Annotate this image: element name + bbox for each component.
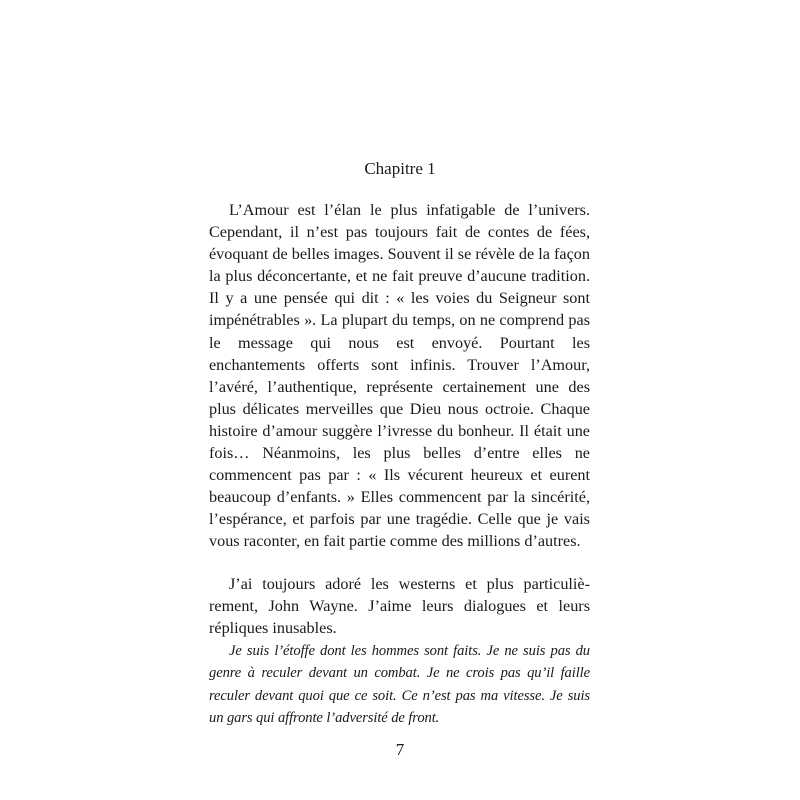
body-paragraph-2: J’ai toujours adoré les westerns et plus particulièrement, John Wayne. J’aime leurs dialogues et leurs répliques inusables. [209, 575, 590, 638]
chapter-title: Chapitre 1 [364, 159, 436, 178]
john-wayne-quote: Je suis l’étoffe dont les hommes sont faits. Je ne suis pas du genre à reculer devant un combat. Je ne crois pas qu’il faille reculer devant quoi que ce soit. Ce n’est pas ma vitesse. Je suis un gars qui affronte l’adversité de front. [209, 643, 590, 727]
body-paragraph-1: L’Amour est l’élan le plus infatigable de l’univers. Cependant, il n’est pas toujours fait de contes de fées, évoquant de belles images. Souvent il se révèle de la façon la plus déconcertante, et ne fait preuve d’aucune tradition. Il y a une pensée qui dit : « les voies du Seigneur sont impénétrables ». La plupart du temps, on ne comprend pas le message qui nous est envoyé. Pourtant les enchantements offerts sont infinis. Trouver l’Amour, l’avéré, l’authentique, représente certainement une des plus délicates merveilles que Dieu nous octroie. Chaque histoire d’amour suggère l’ivresse du bonheur. Il était une fois… Néanmoins, les plus belles d’entre elles ne commencent pas par : « Ils vécurent heureux et eurent beaucoup d’enfants. » Elles commencent par la sincérité, l’espérance, et parfois par une tragédie. Celle que je vais vous raconter, en fait partie comme des millions d’autres. [209, 201, 590, 551]
page-number: 7 [395, 740, 405, 759]
